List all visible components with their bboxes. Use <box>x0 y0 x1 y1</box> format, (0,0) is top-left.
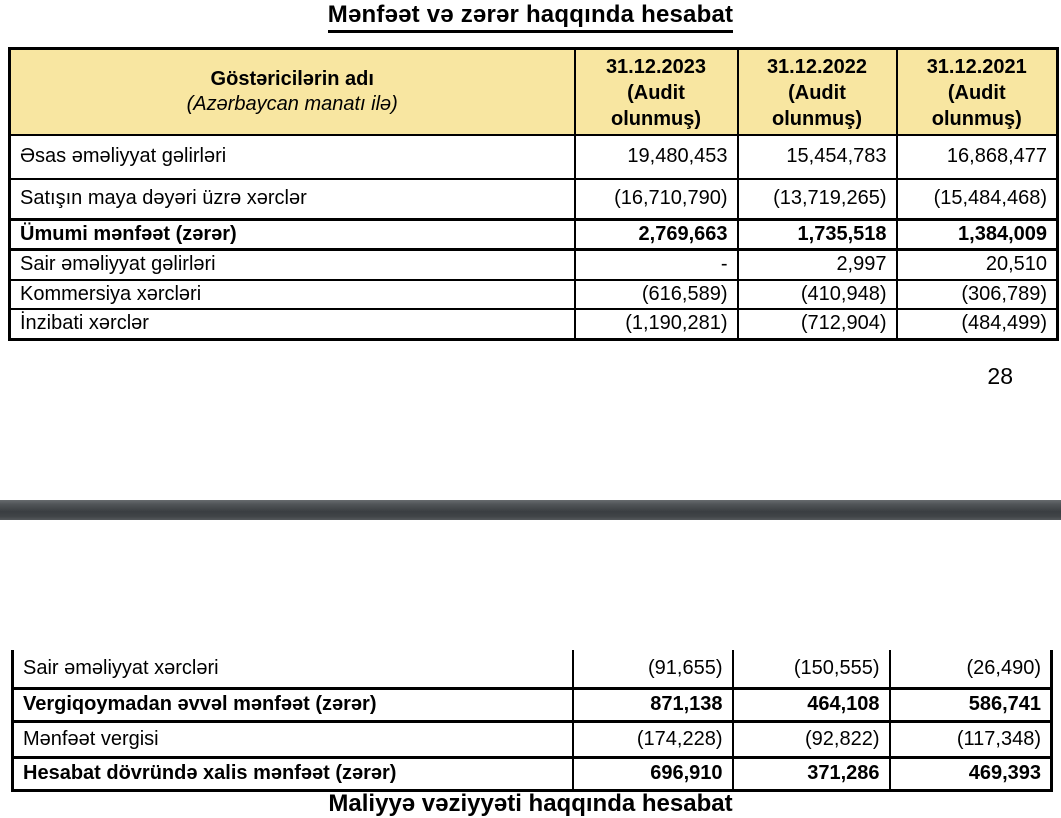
table-row <box>10 250 1058 280</box>
table-row <box>10 179 1058 220</box>
cell-2023: (174,228) <box>573 721 733 757</box>
cell-2021: 16,868,477 <box>897 135 1058 179</box>
cell-2021: (117,348) <box>890 721 1052 757</box>
table-row <box>10 280 1058 309</box>
cell-2023: 871,138 <box>573 688 733 721</box>
table-row <box>10 135 1058 179</box>
header-col-2022 <box>738 49 897 135</box>
profit-loss-table-page1 <box>8 47 1059 341</box>
header-col-2021 <box>897 49 1058 135</box>
cell-2023: 696,910 <box>573 757 733 790</box>
table-row <box>10 309 1058 340</box>
column-date-2022: 31.12.2022 <box>766 55 868 78</box>
row-label: Sair əməliyyat gəlirləri <box>10 250 575 280</box>
table-row-subtotal <box>13 688 1052 721</box>
row-label: Satışın maya dəyəri üzrə xərclər <box>10 179 575 220</box>
cell-2023: (1,190,281) <box>575 309 738 340</box>
row-label: Sair əməliyyat xərcləri <box>13 650 573 688</box>
table-row-subtotal <box>10 220 1058 250</box>
page-number: 28 <box>987 363 1013 389</box>
next-page-heading <box>0 790 1061 818</box>
row-label: Əsas əməliyyat gəlirləri <box>10 135 575 179</box>
cell-2021: 20,510 <box>897 250 1058 280</box>
column-date-2021: 31.12.2021 <box>926 55 1027 78</box>
profit-loss-table-page2 <box>11 650 1053 792</box>
cell-2021: 1,384,009 <box>897 220 1058 250</box>
row-label: Kommersiya xərcləri <box>10 280 575 309</box>
cell-2021: (26,490) <box>890 650 1052 688</box>
cell-2022: 464,108 <box>733 688 890 721</box>
next-page-heading-text: Maliyyə vəziyyəti haqqında hesabat <box>328 790 733 817</box>
cell-2023: (16,710,790) <box>575 179 738 220</box>
cell-2022: (13,719,265) <box>738 179 897 220</box>
document-title <box>0 1 1061 29</box>
cell-2023: (91,655) <box>573 650 733 688</box>
cell-2021: 586,741 <box>890 688 1052 721</box>
cell-2023: 19,480,453 <box>575 135 738 179</box>
cell-2021: (15,484,468) <box>897 179 1058 220</box>
row-label: Mənfəət vergisi <box>13 721 573 757</box>
cell-2022: 15,454,783 <box>738 135 897 179</box>
document-title-text: Mənfəət və zərər haqqında hesabat <box>328 1 733 33</box>
indicator-subtitle: (Azərbaycan manatı ilə) <box>186 92 398 115</box>
page-break-separator <box>0 500 1061 520</box>
row-label: Ümumi mənfəət (zərər) <box>10 220 575 250</box>
column-note-2023: (Audit olunmuş) <box>611 81 701 130</box>
header-col-2023 <box>575 49 738 135</box>
table-header-row <box>10 49 1058 135</box>
cell-2022: 2,997 <box>738 250 897 280</box>
cell-2023: 2,769,663 <box>575 220 738 250</box>
header-indicator-cell <box>10 49 575 135</box>
cell-2023: - <box>575 250 738 280</box>
row-label: İnzibati xərclər <box>10 309 575 340</box>
row-label: Hesabat dövründə xalis mənfəət (zərər) <box>13 757 573 790</box>
cell-2021: (484,499) <box>897 309 1058 340</box>
table-row <box>13 721 1052 757</box>
cell-2021: (306,789) <box>897 280 1058 309</box>
cell-2022: (92,822) <box>733 721 890 757</box>
cell-2022: 371,286 <box>733 757 890 790</box>
cell-2022: 1,735,518 <box>738 220 897 250</box>
cell-2022: (712,904) <box>738 309 897 340</box>
cell-2023: (616,589) <box>575 280 738 309</box>
column-date-2023: 31.12.2023 <box>605 55 707 78</box>
cell-2022: (150,555) <box>733 650 890 688</box>
column-note-2022: (Audit olunmuş) <box>772 81 862 130</box>
table-row <box>13 650 1052 688</box>
table-row-total <box>13 757 1052 790</box>
cell-2021: 469,393 <box>890 757 1052 790</box>
row-label: Vergiqoymadan əvvəl mənfəət (zərər) <box>13 688 573 721</box>
indicator-title: Göstəricilərin adı <box>210 67 374 90</box>
cell-2022: (410,948) <box>738 280 897 309</box>
column-note-2021: (Audit olunmuş) <box>931 81 1022 130</box>
